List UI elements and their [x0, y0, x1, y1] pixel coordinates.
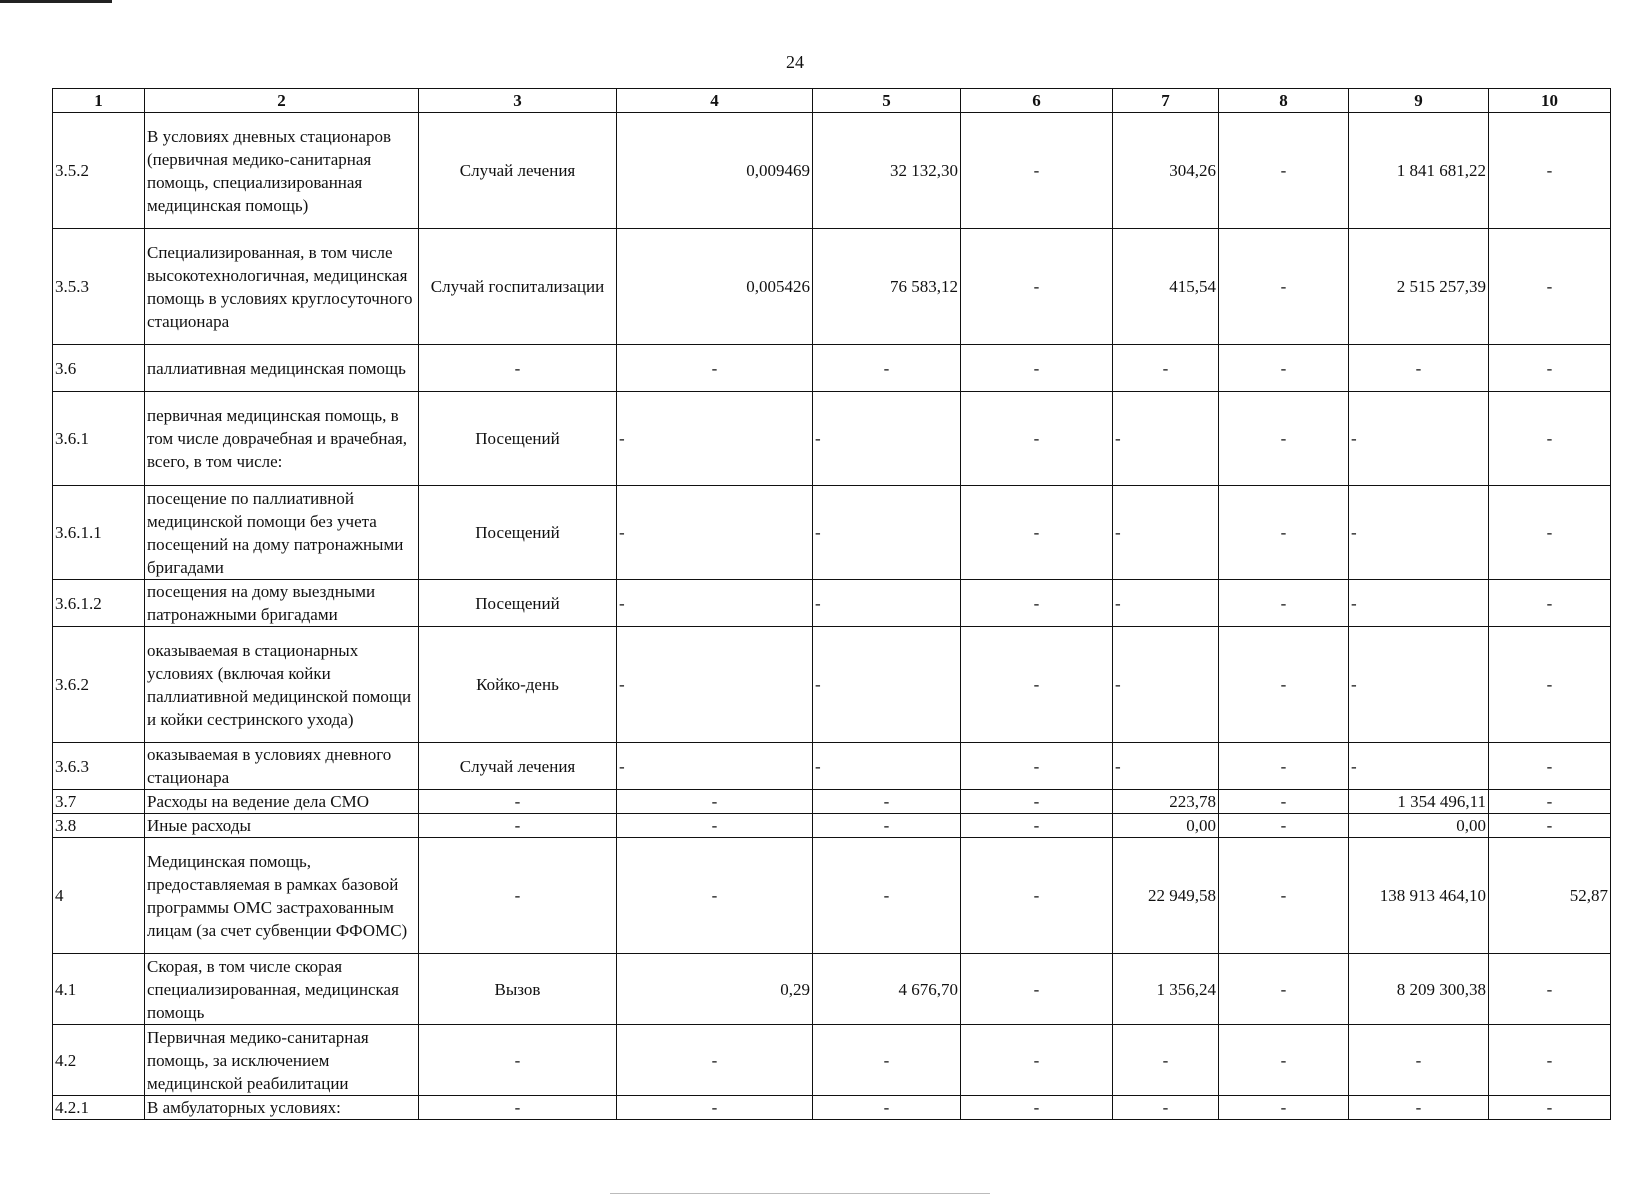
value-cell: -: [1113, 392, 1219, 486]
value-cell: -: [961, 1025, 1113, 1096]
value-cell: -: [1349, 486, 1489, 580]
value-cell: -: [617, 580, 813, 627]
value-cell: -: [813, 345, 961, 392]
value-cell: 0,29: [617, 954, 813, 1025]
value-cell: -: [813, 486, 961, 580]
row-code: 4.2: [53, 1025, 145, 1096]
table-row: [53, 790, 1611, 814]
value-cell: -: [1489, 486, 1611, 580]
row-code: 3.6.1.1: [53, 486, 145, 580]
column-header: 1: [53, 89, 145, 113]
unit-cell: -: [419, 345, 617, 392]
row-code: 3.6.3: [53, 743, 145, 790]
value-cell: -: [617, 627, 813, 743]
value-cell: -: [1349, 1096, 1489, 1120]
value-cell: -: [1349, 392, 1489, 486]
value-cell: -: [1489, 113, 1611, 229]
scan-edge-mark: [610, 1193, 990, 1194]
row-code: 3.7: [53, 790, 145, 814]
page-number: 24: [786, 52, 804, 72]
value-cell: -: [813, 392, 961, 486]
value-cell: -: [1219, 1025, 1349, 1096]
row-code: 4.1: [53, 954, 145, 1025]
value-cell: -: [1219, 743, 1349, 790]
value-cell: -: [1219, 790, 1349, 814]
row-name: паллиативная медицинская помощь: [145, 345, 419, 392]
unit-cell: Посещений: [419, 580, 617, 627]
value-cell: 52,87: [1489, 838, 1611, 954]
row-code: 3.6.1: [53, 392, 145, 486]
value-cell: -: [1219, 580, 1349, 627]
value-cell: 0,00: [1113, 814, 1219, 838]
row-code: 4: [53, 838, 145, 954]
table-row: [53, 345, 1611, 392]
value-cell: -: [1219, 345, 1349, 392]
unit-cell: -: [419, 838, 617, 954]
value-cell: -: [1113, 486, 1219, 580]
value-cell: -: [1489, 790, 1611, 814]
value-cell: -: [813, 838, 961, 954]
column-header: 2: [145, 89, 419, 113]
row-name: посещения на дому выездными патронажными бригадами: [145, 580, 419, 627]
value-cell: -: [813, 627, 961, 743]
value-cell: -: [1113, 1096, 1219, 1120]
row-name: оказываемая в стационарных условиях (включая койки паллиативной медицинской помощи и койки сестринского ухода): [145, 627, 419, 743]
value-cell: -: [813, 1096, 961, 1120]
table-row: [53, 113, 1611, 229]
row-name: первичная медицинская помощь, в том числе доврачебная и врачебная, всего, в том числе:: [145, 392, 419, 486]
header-row: [53, 89, 1611, 113]
value-cell: 304,26: [1113, 113, 1219, 229]
table-row: [53, 743, 1611, 790]
value-cell: -: [961, 580, 1113, 627]
column-header: 10: [1489, 89, 1611, 113]
value-cell: -: [813, 580, 961, 627]
value-cell: -: [1489, 345, 1611, 392]
row-name: В амбулаторных условиях:: [145, 1096, 419, 1120]
value-cell: -: [813, 1025, 961, 1096]
row-name: Иные расходы: [145, 814, 419, 838]
table-row: [53, 392, 1611, 486]
value-cell: -: [1219, 954, 1349, 1025]
value-cell: -: [1113, 345, 1219, 392]
unit-cell: Койко-день: [419, 627, 617, 743]
unit-cell: -: [419, 1096, 617, 1120]
value-cell: -: [1349, 743, 1489, 790]
value-cell: -: [617, 1096, 813, 1120]
value-cell: -: [1219, 392, 1349, 486]
row-name: Специализированная, в том числе высокотехнологичная, медицинская помощь в условиях круглосуточного стационара: [145, 229, 419, 345]
value-cell: 0,009469: [617, 113, 813, 229]
table-row: [53, 580, 1611, 627]
value-cell: -: [1113, 1025, 1219, 1096]
value-cell: -: [617, 1025, 813, 1096]
value-cell: 1 354 496,11: [1349, 790, 1489, 814]
unit-cell: Случай лечения: [419, 743, 617, 790]
unit-cell: Случай госпитализации: [419, 229, 617, 345]
value-cell: -: [1489, 814, 1611, 838]
value-cell: -: [1349, 345, 1489, 392]
value-cell: -: [961, 392, 1113, 486]
column-header: 4: [617, 89, 813, 113]
column-header: 3: [419, 89, 617, 113]
value-cell: 138 913 464,10: [1349, 838, 1489, 954]
value-cell: 32 132,30: [813, 113, 961, 229]
unit-cell: -: [419, 790, 617, 814]
table-row: [53, 1025, 1611, 1096]
value-cell: 22 949,58: [1113, 838, 1219, 954]
value-cell: 76 583,12: [813, 229, 961, 345]
row-code: 3.6.2: [53, 627, 145, 743]
table-row: [53, 627, 1611, 743]
unit-cell: -: [419, 814, 617, 838]
value-cell: -: [961, 229, 1113, 345]
table-row: [53, 1096, 1611, 1120]
row-code: 4.2.1: [53, 1096, 145, 1120]
value-cell: -: [617, 814, 813, 838]
value-cell: -: [1219, 229, 1349, 345]
value-cell: -: [1219, 627, 1349, 743]
row-name: посещение по паллиативной медицинской помощи без учета посещений на дому патронажными бригадами: [145, 486, 419, 580]
value-cell: -: [1489, 1096, 1611, 1120]
value-cell: -: [961, 345, 1113, 392]
value-cell: -: [1489, 580, 1611, 627]
column-header: 5: [813, 89, 961, 113]
value-cell: -: [1113, 743, 1219, 790]
value-cell: -: [961, 627, 1113, 743]
unit-cell: Посещений: [419, 486, 617, 580]
value-cell: -: [617, 345, 813, 392]
value-cell: -: [813, 790, 961, 814]
value-cell: -: [1349, 627, 1489, 743]
column-header: 8: [1219, 89, 1349, 113]
value-cell: -: [1489, 954, 1611, 1025]
value-cell: 0,005426: [617, 229, 813, 345]
column-header: 6: [961, 89, 1113, 113]
value-cell: -: [1113, 627, 1219, 743]
unit-cell: Вызов: [419, 954, 617, 1025]
table-container: [52, 88, 1611, 1120]
value-cell: -: [1219, 486, 1349, 580]
table-row: [53, 954, 1611, 1025]
value-cell: -: [961, 743, 1113, 790]
value-cell: -: [1489, 392, 1611, 486]
row-code: 3.8: [53, 814, 145, 838]
value-cell: -: [813, 743, 961, 790]
table-row: [53, 838, 1611, 954]
row-code: 3.6.1.2: [53, 580, 145, 627]
row-name: В условиях дневных стационаров (первичная медико-санитарная помощь, специализированная медицинская помощь): [145, 113, 419, 229]
value-cell: -: [961, 954, 1113, 1025]
unit-cell: Случай лечения: [419, 113, 617, 229]
value-cell: -: [961, 486, 1113, 580]
table-row: [53, 229, 1611, 345]
value-cell: 4 676,70: [813, 954, 961, 1025]
table-row: [53, 814, 1611, 838]
value-cell: 223,78: [1113, 790, 1219, 814]
row-name: Медицинская помощь, предоставляемая в рамках базовой программы ОМС застрахованным лицам (за счет субвенции ФФОМС): [145, 838, 419, 954]
value-cell: -: [617, 486, 813, 580]
value-cell: -: [1113, 580, 1219, 627]
row-name: Первичная медико-санитарная помощь, за исключением медицинской реабилитации: [145, 1025, 419, 1096]
value-cell: -: [1349, 580, 1489, 627]
value-cell: -: [1489, 229, 1611, 345]
value-cell: 0,00: [1349, 814, 1489, 838]
value-cell: -: [1489, 743, 1611, 790]
value-cell: -: [617, 838, 813, 954]
value-cell: -: [1219, 814, 1349, 838]
column-header: 9: [1349, 89, 1489, 113]
value-cell: -: [617, 392, 813, 486]
value-cell: -: [1349, 1025, 1489, 1096]
value-cell: -: [1489, 627, 1611, 743]
row-name: Скорая, в том числе скорая специализированная, медицинская помощь: [145, 954, 419, 1025]
row-name: Расходы на ведение дела СМО: [145, 790, 419, 814]
value-cell: -: [961, 113, 1113, 229]
value-cell: -: [617, 790, 813, 814]
value-cell: 415,54: [1113, 229, 1219, 345]
value-cell: 2 515 257,39: [1349, 229, 1489, 345]
row-code: 3.6: [53, 345, 145, 392]
value-cell: -: [961, 814, 1113, 838]
value-cell: -: [1219, 1096, 1349, 1120]
value-cell: -: [1219, 838, 1349, 954]
funding-table: [52, 88, 1611, 1120]
row-name: оказываемая в условиях дневного стационара: [145, 743, 419, 790]
value-cell: -: [1489, 1025, 1611, 1096]
value-cell: -: [1219, 113, 1349, 229]
value-cell: 1 841 681,22: [1349, 113, 1489, 229]
value-cell: -: [961, 790, 1113, 814]
unit-cell: Посещений: [419, 392, 617, 486]
scan-edge-mark: [0, 0, 112, 3]
row-code: 3.5.2: [53, 113, 145, 229]
value-cell: -: [617, 743, 813, 790]
row-code: 3.5.3: [53, 229, 145, 345]
value-cell: -: [961, 1096, 1113, 1120]
value-cell: -: [961, 838, 1113, 954]
column-header: 7: [1113, 89, 1219, 113]
value-cell: -: [813, 814, 961, 838]
value-cell: 1 356,24: [1113, 954, 1219, 1025]
unit-cell: -: [419, 1025, 617, 1096]
value-cell: 8 209 300,38: [1349, 954, 1489, 1025]
table-row: [53, 486, 1611, 580]
